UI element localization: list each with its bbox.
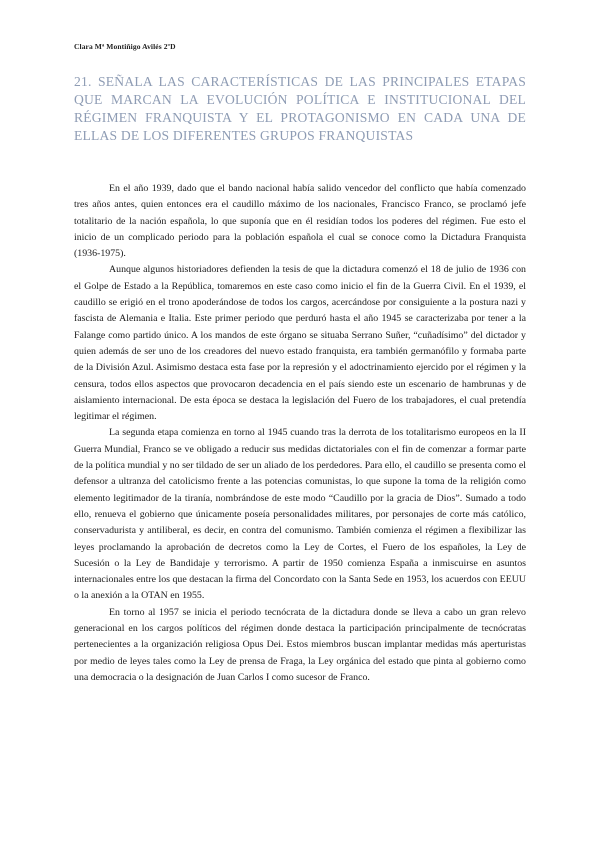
body-paragraph: En torno al 1957 se inicia el periodo tecnócrata de la dictadura donde se lleva a cabo un gran relevo generacional en los cargos políticos del régimen donde destaca la participación principalmente de tecnócratas pertenecientes a la organización religiosa Opus Dei. Estos miembros buscan implantar medidas más aperturistas por medio de leyes tales como la Ley de prensa de Fraga, la Ley orgánica del estado que pinta al gobierno como una democracia o la designación de Juan Carlos I como sucesor de Franco.	[74, 606, 526, 683]
author-header: Clara Mª Montiñigo Avilés 2ºD	[74, 42, 176, 51]
body-paragraph: La segunda etapa comienza en torno al 1945 cuando tras la derrota de los totalitarismo europeos en la II Guerra Mundial, Franco se ve obligado a reducir sus medidas dictatoriales con el fin de comenzar a formar parte de la política mundial y no ser tildado de ser un aliado de los perdedores. Para ello, el caudillo se presenta como el defensor a ultranza del catolicismo frente a las potencias comunistas, lo que supone la toma de la religión como elemento legitimador de la tiranía, nombrándose de este modo “Caudillo por la gracia de Dios”. Sumado a todo ello, renueva el gobierno que únicamente poseía personalidades militares, por personajes de corte más católico, conservadurista y antiliberal, es decir, en contra del comunismo. También comienza el régimen a flexibilizar las leyes proclamando la aprobación de decretos como la Ley de Cortes, el Fuero de los españoles, la Ley de Sucesión o la Ley de Bandidaje y terrorismo. A partir de 1950 comienza España a inmiscuirse en asuntos internacionales entre los que destacan la firma del Concordato con la Santa Sede en 1953, los acuerdos con EEUU o la anexión a la OTAN en 1955.	[74, 427, 526, 602]
body-paragraph: En el año 1939, dado que el bando nacional había salido vencedor del conflicto que había comenzado tres años antes, quien entonces era el caudillo máximo de los nacionales, Francisco Franco, se proclamó jefe totalitario de la nación española, lo que suponía que en él residían todos los poderes del régimen. Fue esto el inicio de un complicado periodo para la población española el cual se conoce como la Dictadura Franquista (1936-1975).	[74, 183, 526, 260]
document-title: 21. SEÑALA LAS CARACTERÍSTICAS DE LAS PRINCIPALES ETAPAS QUE MARCAN LA EVOLUCIÓN POLÍTICA E INSTITUCIONAL DEL RÉGIMEN FRANQUISTA Y EL PROTAGONISMO EN CADA UNA DE ELLAS DE LOS DIFERENTES GRUPOS FRANQUISTAS	[74, 74, 526, 143]
body-paragraph: Aunque algunos historiadores defienden la tesis de que la dictadura comenzó el 18 de julio de 1936 con el Golpe de Estado a la República, tomaremos en este caso como inicio el fin de la Guerra Civil. En el 1939, el caudillo se erigió en el trono apoderándose de todos los cargos, acercándose por consiguiente a la postura nazi y fascista de Alemania e Italia. Este primer periodo que perduró hasta el año 1945 se caracterizaba por tener a la Falange como partido único. A los mandos de este órgano se situaba Serrano Suñer, “cuñadísimo” del dictador y quien además de ser uno de los creadores del nuevo estado franquista, era también germanófilo y formaba parte de la División Azul. Asimismo destaca esta fase por la represión y el adoctrinamiento ejercido por el régimen y la censura, todos ellos aspectos que provocaron decadencia en el país siendo este un escenario de hambrunas y de aislamiento internacional. De esta época se destaca la legislación del Fuero de los trabajadores, el cual pretendía legitimar el régimen.	[74, 264, 526, 423]
document-body	[74, 181, 526, 686]
